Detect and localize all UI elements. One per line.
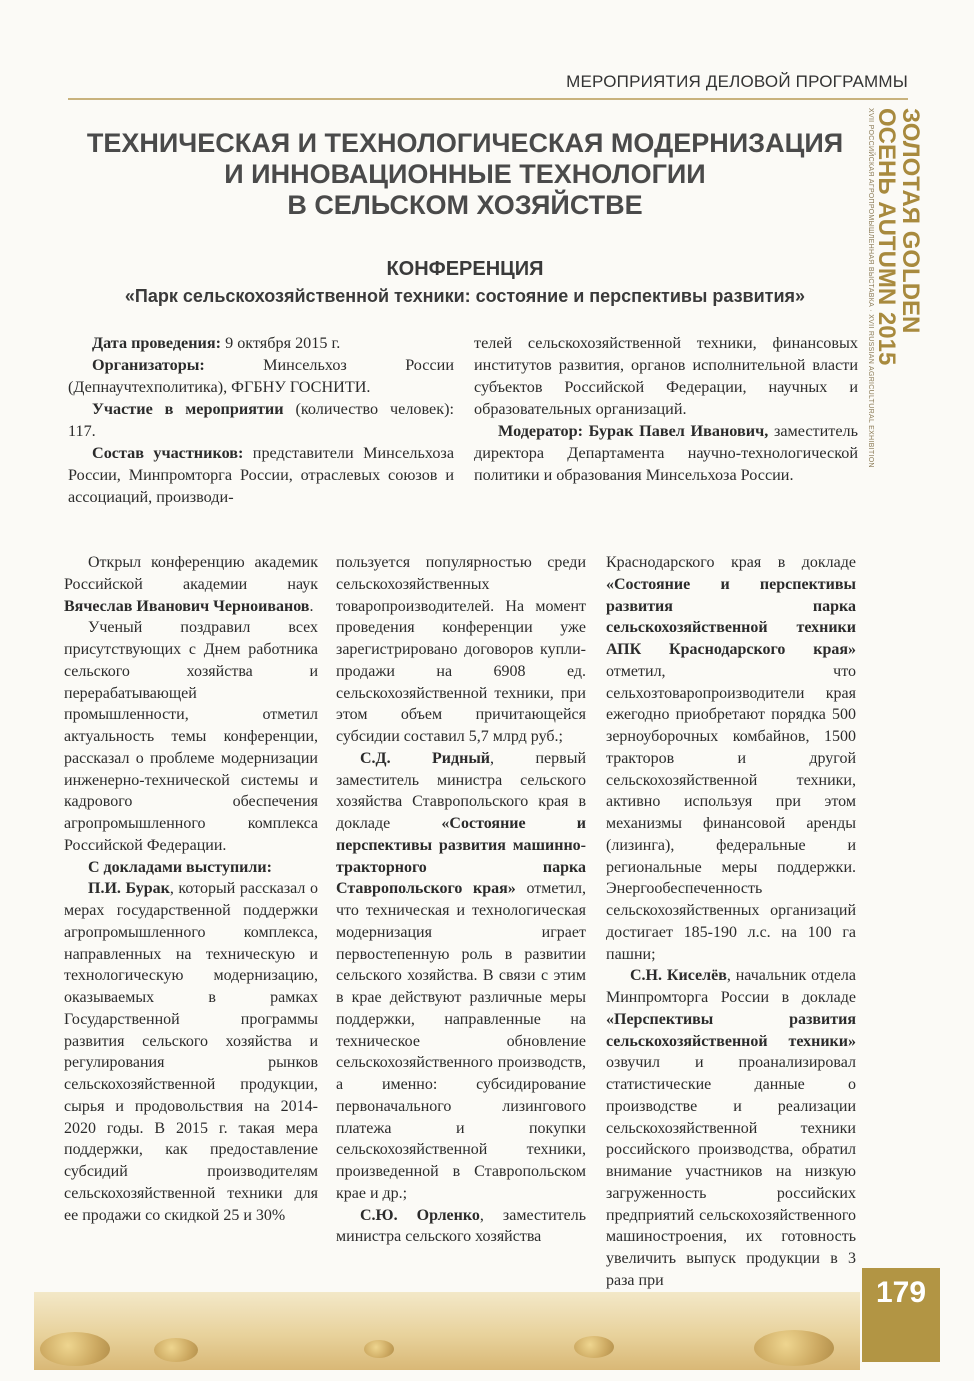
participation-label: Участие в мероприятии (92, 400, 284, 418)
col1-paragraph: Ученый поздравил всех присутствующих с Днем работника сельского хозяйства и перерабатывающей промышленности, отметил актуальность темы конференции, рассказал о проблеме модернизации инженерно-технической системы и кадрового обеспечения агропромышленного комплекса Российской Федерации. (64, 619, 318, 854)
logo-line1: ЗОЛОТАЯ GOLDEN (897, 108, 924, 334)
moderator-label: Модератор: Бурак Павел Иванович, (498, 422, 769, 440)
report-title: «Состояние и перспективы развития парка сельскохозяйственной техники АПК Краснодарского края» (606, 575, 856, 658)
hay-bale (754, 1330, 834, 1366)
date-label: Дата проведения: (92, 334, 222, 352)
col2-paragraph: пользуется популярностью среди сельскохозяйственных товаропроизводителей. На момент проведения конференции уже зарегистрировано договоров купли-продажи на 6908 ед. сельскохозяйственной техники, при этом объем причитающейся субсидии составил 5,7 млрд руб.; (336, 554, 586, 745)
logo-line3: XVII РОССИЙСКАЯ АГРОПРОМЫШЛЕННАЯ ВЫСТАВКА · XVII RUSSIAN AGRICULTURAL EXHIBITION (867, 108, 874, 468)
composition-value-part1: представители Минсельхоза России, Минпромторга России, отраслевых союзов и ассоциаций, производи- (68, 444, 455, 506)
article-title (70, 128, 860, 221)
page-number: 179 (875, 1276, 927, 1309)
title-line3: В СЕЛЬСКОМ ХОЗЯЙСТВЕ (287, 190, 643, 220)
col2-text: , первый заместитель министра сельского хозяйства Ставропольского края в докладе (336, 749, 587, 832)
header-divider (68, 98, 908, 100)
col3-text: , начальник отдела Минпромторга России в докладе (606, 967, 856, 1006)
hay-bale (364, 1340, 394, 1358)
info-block-right (474, 332, 858, 486)
speaker-name: С.Д. Ридный (360, 749, 491, 767)
organizers-value: Минсельхоз России (Депнаучтехполитика), ФГБНУ ГОСНИТИ. (68, 356, 454, 396)
article-column-2 (336, 552, 586, 1248)
article-column-3 (606, 552, 856, 1292)
composition-value-part2: телей сельскохозяйственной техники, финансовых институтов развития, органов исполнительной власти субъектов Российской Федерации, научных и образовательных организаций. (474, 334, 858, 418)
article-column-1 (64, 552, 318, 1226)
organizers-label: Организаторы: (92, 356, 205, 374)
title-line2: И ИННОВАЦИОННЫЕ ТЕХНОЛОГИИ (224, 159, 706, 189)
col1-text: . (309, 597, 314, 615)
col3-text: озвучил и проанализировал статистические данные о производстве и реализации сельскохозяйственной техники российского производства, обратил внимание участников на низкую загруженность российских предприятий сельскохозяйственного машиностроения, их готовность увеличить выпуск продукции в 3 раза при (606, 1054, 856, 1289)
participation-value: (количество человек): 117. (68, 400, 454, 440)
title-line1: ТЕХНИЧЕСКАЯ И ТЕХНОЛОГИЧЕСКАЯ МОДЕРНИЗАЦИЯ (86, 128, 844, 158)
conference-subtitle: «Парк сельскохозяйственной техники: состояние и перспективы развития» (124, 286, 806, 306)
hay-bale (574, 1336, 614, 1358)
composition-label: Состав участников: (92, 444, 244, 462)
section-header: МЕРОПРИЯТИЯ ДЕЛОВОЙ ПРОГРАММЫ (566, 72, 908, 91)
hay-bale (154, 1338, 198, 1362)
logo-line2: ОСЕНЬ AUTUMN 2015 (873, 108, 900, 366)
footer-wheat-field-decoration (34, 1292, 860, 1370)
col2-text: , заместитель министра сельского хозяйства (336, 1206, 586, 1246)
moderator-value: заместитель директора Департамента научно-технологической политики и образования Минсельхоза России. (474, 422, 858, 484)
speaker-name: С.Ю. Орленко (360, 1206, 480, 1224)
speaker-name: Вячеслав Иванович Черноиванов (64, 597, 310, 615)
exhibition-logo (860, 108, 924, 468)
col1-text: Открыл конференцию академик Российской академии наук (64, 554, 318, 593)
report-title: «Перспективы развития сельскохозяйственной техники» (606, 1010, 856, 1050)
speaker-name: С.Н. Киселёв (630, 967, 727, 985)
col1-text: , который рассказал о мерах государственной поддержки агропромышленного комплекса, направленных на техническую и технологическую модернизацию, оказываемых в рамках Государственной программы развития сельского хозяйства и регулирования рынков сельскохозяйственной продукции, сырья и продовольствия на 2014-2020 годы. В 2015 г. такая мера поддержки, как предоставление субсидий производителям сельскохозяйственной техники для ее продажи со скидкой 25 и 30% (64, 880, 319, 1224)
col3-text: Краснодарского края в докладе (606, 554, 856, 571)
speaker-name: П.И. Бурак (88, 880, 170, 898)
speakers-heading: С докладами выступили: (88, 858, 272, 876)
report-title: «Состояние и перспективы развития машинно-тракторного парка Ставропольского края» (336, 815, 586, 898)
col2-text: отметил, что техническая и технологическая модернизация играет первостепенную роль в развитии сельского хозяйства. В связи с этим в крае действуют различные меры поддержки, направленные на техническое обновление сельскохозяйственного производств, а именно: субсидирование первоначального лизингового платежа и покупки сельскохозяйственной техники, произведенной в Ставропольском крае и др.; (336, 880, 586, 1202)
date-value: 9 октября 2015 г. (221, 334, 341, 352)
conference-label: КОНФЕРЕНЦИЯ (386, 258, 544, 280)
col3-text: отметил, что сельхозтоваропроизводители края ежегодно приобретают порядка 500 зерноуборочных комбайнов, 1500 тракторов и другой сельскохозяйственной техники, активно используя при этом механизмы финансовой аренды (лизинга), федеральные и региональные меры поддержки. Энергообеспеченность сельскохозяйственных организаций достигает 185-190 л.с. на 100 га пашни; (606, 662, 856, 963)
hay-bale (40, 1332, 110, 1366)
info-block-left (68, 332, 454, 508)
